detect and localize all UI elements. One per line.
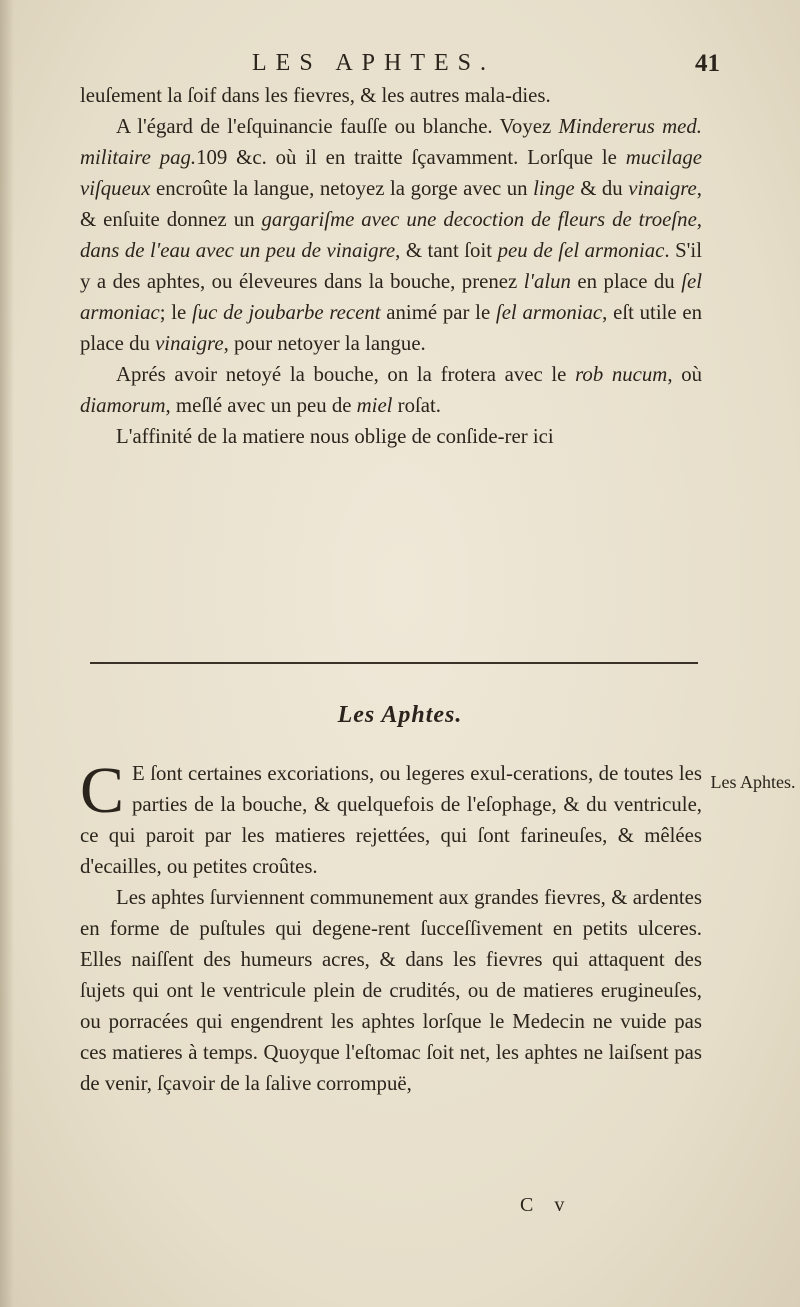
text-run: , & tant ſoit xyxy=(395,239,498,262)
italic-text: linge xyxy=(533,177,575,200)
drop-cap: C xyxy=(80,754,125,827)
paragraph xyxy=(80,421,702,452)
text-run: , meſlé avec un peu de xyxy=(165,394,357,417)
text-run: 109 &c. où il en traitte ſçavamment. Lorſque le xyxy=(196,146,626,169)
text-run: en place du xyxy=(570,270,682,293)
text-run: . S'il y a des aphtes, ou éleveures dans la bouche, prenez xyxy=(80,239,702,293)
paragraph xyxy=(80,882,702,1099)
continued-text xyxy=(80,80,702,452)
running-title: LES APHTES. xyxy=(252,50,496,76)
paragraph-text xyxy=(80,754,702,878)
text-run: ; le xyxy=(159,301,192,324)
paragraph xyxy=(80,80,702,111)
text-run: A l'égard de l'eſquinancie fauſſe ou blanche. Voyez xyxy=(116,115,559,138)
text-run: Les aphtes ſurviennent communement aux grandes fievres, & ardentes en forme de puſtules qui degene-rent ſucceſſivement en petits ulceres. Elles naiſſent des humeurs acres, & dans les fievres qui attaquent des ſujets qui ont le ventricule plein de crudités, ou de matieres erugineuſes, ou porracées qui engendrent les aphtes lorſque le Medecin ne vuide pas ces matieres à temps. Quoyque l'eſtomac ſoit net, les aphtes ne laiſsent pas de venir, ſçavoir de la ſalive corrompuë, xyxy=(80,886,702,1095)
text-run: , pour netoyer la langue. xyxy=(223,332,426,355)
catchword: C v xyxy=(520,1194,573,1216)
section-heading: Les Aphtes. xyxy=(337,702,463,728)
italic-text: ſel armoniac xyxy=(80,270,702,324)
italic-text: vinaigre xyxy=(155,332,224,355)
text-run: animé par le xyxy=(380,301,496,324)
italic-text: Mindererus med. militaire pag. xyxy=(80,115,702,169)
italic-text: l'alun xyxy=(523,270,571,293)
italic-text: ſuc de joubarbe recent xyxy=(192,301,381,324)
paragraph xyxy=(80,359,702,421)
text-run: , eſt utile en place du xyxy=(80,301,702,355)
text-run: , & enſuite donnez un xyxy=(80,177,702,231)
paragraph xyxy=(80,111,702,359)
text-run: & du xyxy=(574,177,629,200)
paragraph-with-drop-cap xyxy=(80,754,702,882)
italic-text: mucilage viſqueux xyxy=(80,146,702,200)
italic-text: ſel armoniac xyxy=(495,301,603,324)
italic-text: peu de ſel armoniac xyxy=(497,239,665,262)
margin-note: Les Aphtes. xyxy=(710,772,796,792)
section-body xyxy=(80,754,702,1099)
section-divider xyxy=(90,662,698,664)
text-run: Aprés avoir netoyé la bouche, on la frotera avec le xyxy=(116,363,576,386)
text-run: encroûte la langue, netoyez la gorge avec un xyxy=(150,177,534,200)
text-run: roſat. xyxy=(392,394,441,417)
text-run: L'affinité de la matiere nous oblige de conſide-rer ici xyxy=(116,425,554,448)
text-run: , où xyxy=(667,363,702,386)
page-number: 41 xyxy=(695,50,720,77)
text-run: leuſement la ſoif dans les fievres, & les autres mala-dies. xyxy=(80,84,551,107)
italic-text: vinaigre xyxy=(628,177,697,200)
italic-text: rob nucum xyxy=(575,363,668,386)
italic-text: gargariſme avec une decoction de fleurs de troeſne, dans de l'eau avec un peu de vinaigre xyxy=(80,208,703,262)
italic-text: miel xyxy=(356,394,393,417)
text-run: E ſont certaines excoriations, ou legeres exul-cerations, de toutes les parties de la bouche, & quelquefois de l'eſophage, & du ventricule, ce qui paroit par les matieres rejettées, qui ſont farineuſes, & mêlées d'ecailles, ou petites croûtes. xyxy=(80,762,702,878)
italic-text: diamorum xyxy=(80,394,166,417)
